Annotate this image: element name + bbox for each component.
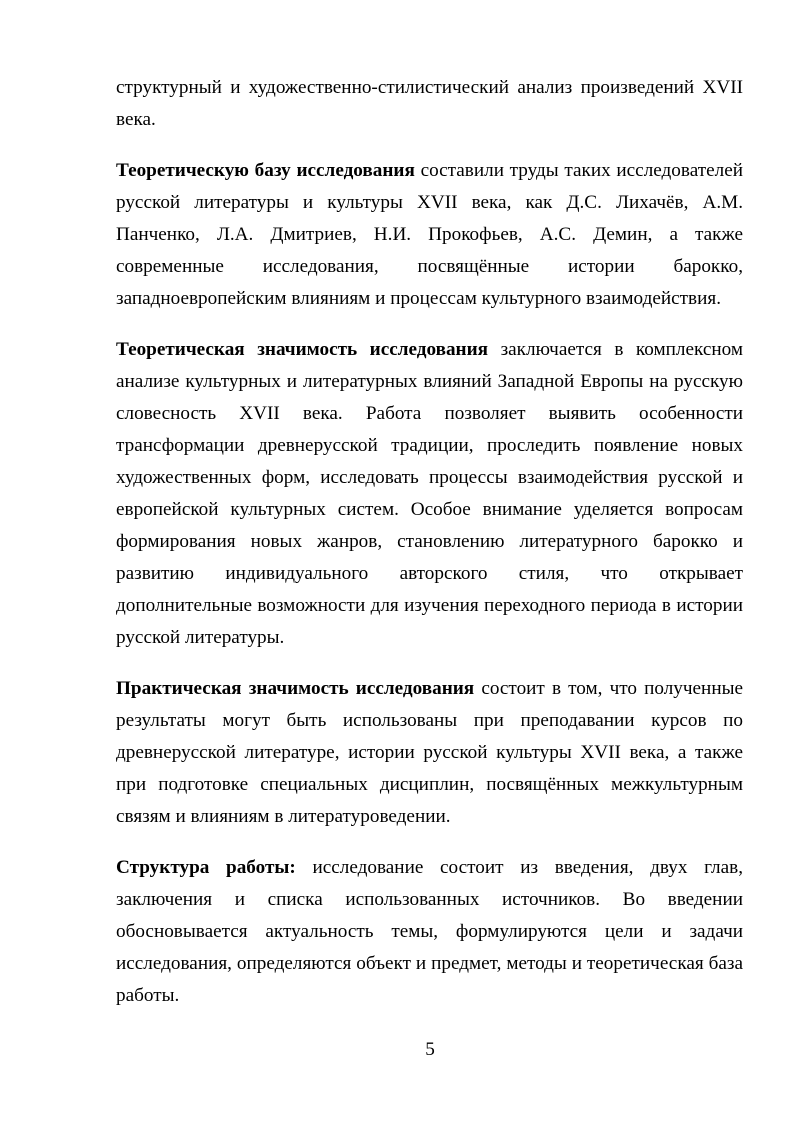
paragraph-text: исследование состоит из введения, двух глав, заключения и списка использованных источников. Во введении обосновывается актуальность темы, формулируются цели и задачи исследования, определяются объект и предмет, методы и теоретическая база работы. — [116, 857, 744, 1006]
paragraph-lead: Практическая значимость исследования — [116, 678, 475, 699]
paragraph-text: заключается в комплексном анализе культурных и литературных влияний Западной Европы на русскую словесность XVII века. Работа позволяет выявить особенности трансформации древнерусской традиции, проследить появление новых художественных форм, исследовать процессы взаимодействия русской и европейской культурных систем. Особое внимание уделяется вопросам формирования новых жанров, становлению литературного барокко и развитию индивидуального авторского стиля, что открывает дополнительные возможности для изучения переходного периода в истории русской литературы. — [116, 339, 743, 648]
paragraph-text: состоит в том, что полученные результаты могут быть использованы при преподавании курсов по древнерусской литературе, истории русской культуры XVII века, а также при подготовке специальных дисциплин, посвящённых межкультурным связям и влияниям в литературоведении. — [116, 678, 743, 827]
paragraph-work-structure — [116, 852, 743, 1012]
paragraph-analysis-continuation — [116, 72, 743, 136]
paragraph-text: структурный и художественно-стилистический анализ произведений XVII века. — [116, 77, 743, 130]
paragraph-theoretical-significance — [116, 334, 743, 654]
paragraph-lead: Структура работы: — [116, 857, 296, 878]
page-number: 5 — [425, 1039, 435, 1060]
paragraph-lead: Теоретическая значимость исследования — [116, 339, 489, 360]
paragraph-text: составили труды таких исследователей русской литературы и культуры XVII века, как Д.С. Лихачёв, А.М. Панченко, Л.А. Дмитриев, Н.И. Прокофьев, А.С. Демин, а также современные исследования, посвящённые истории барокко, западноевропейским влияниям и процессам культурного взаимодействия. — [116, 160, 743, 309]
paragraph-lead: Теоретическую базу исследования — [116, 160, 415, 181]
paragraph-practical-significance — [116, 673, 743, 833]
page-body — [116, 72, 743, 1012]
paragraph-theoretical-base — [116, 155, 743, 315]
